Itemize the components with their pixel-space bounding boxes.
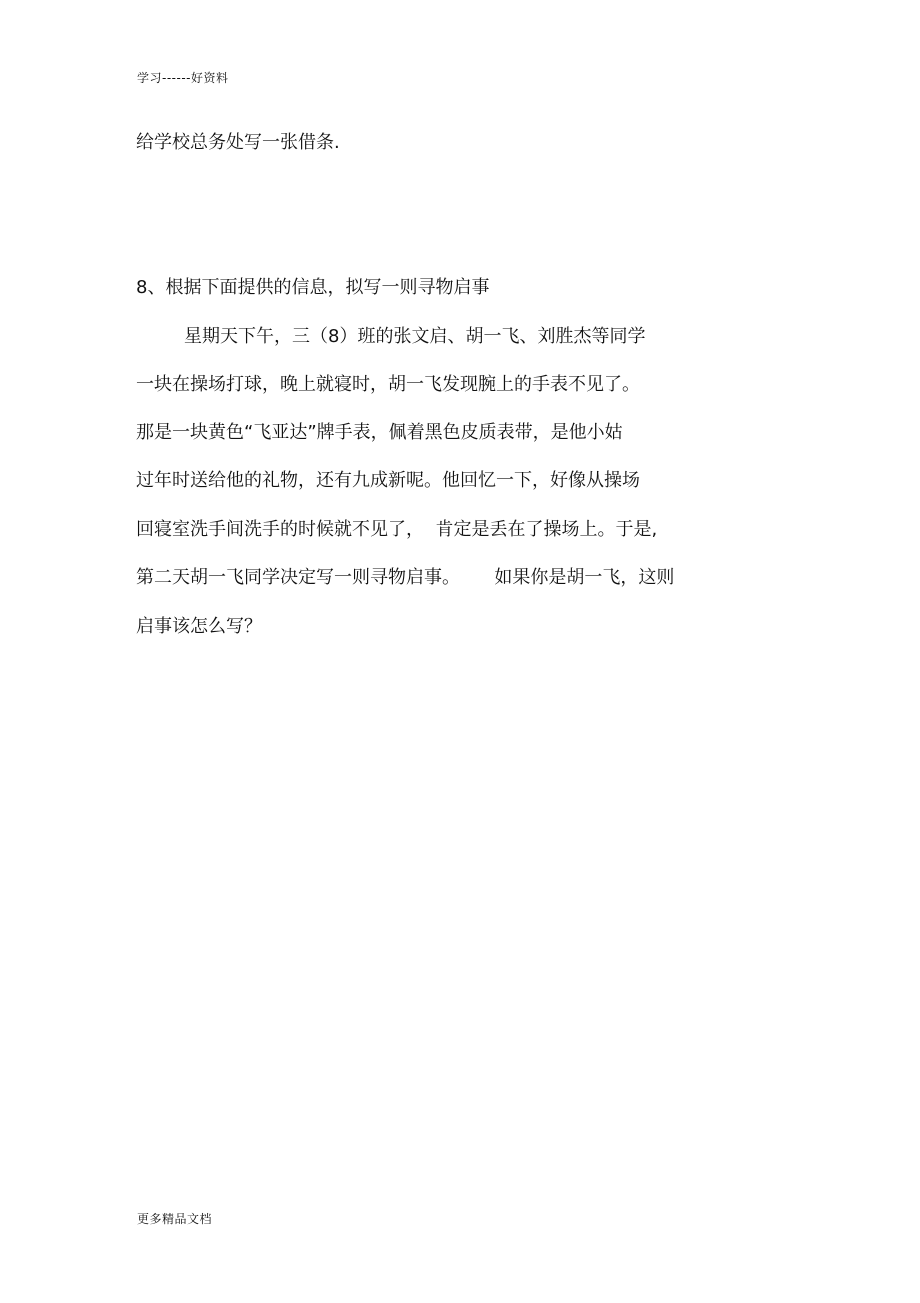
- page-header: 学习------好资料: [137, 71, 229, 85]
- passage-line: 过年时送给他的礼物，还有九成新呢。他回忆一下，好像从操场: [136, 470, 640, 491]
- passage-line: 第二天胡一飞同学决定写一则寻物启事。 如果你是胡一飞，这则: [136, 567, 675, 588]
- passage-line: 星期天下午，三（8）班的张文启、胡一飞、刘胜杰等同学: [184, 326, 646, 347]
- instruction-text: 给学校总务处写一张借条.: [136, 132, 340, 153]
- passage-line: 回寝室洗手间洗手的时候就不见了， 肯定是丢在了操场上。于是,: [136, 519, 658, 540]
- passage-line: 启事该怎么写？: [136, 616, 262, 637]
- page-footer: 更多精品文档: [137, 1212, 213, 1226]
- passage-line: 那是一块黄色“飞亚达”牌手表，佩着黑色皮质表带，是他小姑: [136, 422, 623, 443]
- question-title: 8、根据下面提供的信息，拟写一则寻物启事: [136, 277, 490, 298]
- passage-line: 一块在操场打球，晚上就寝时，胡一飞发现腕上的手表不见了。: [136, 374, 640, 395]
